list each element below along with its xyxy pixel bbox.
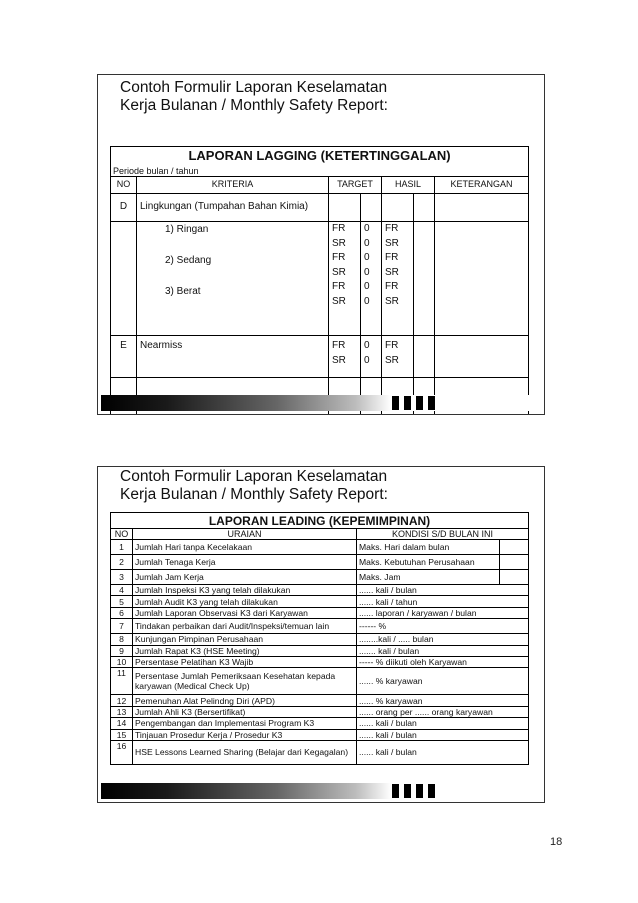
table-row-no: 5 [111,596,133,607]
slide-lagging-report [97,74,545,415]
table-row-uraian: Jumlah Rapat K3 (HSE Meeting) [133,645,357,656]
table-row-uraian: Kunjungan Pimpinan Perusahaan [133,634,357,645]
nearmiss-hasil-codes: FR SR [382,336,414,378]
item-list [137,222,329,336]
slide-leading-report [97,466,545,803]
table-row-no: 11 [111,668,133,695]
table-row-no: 10 [111,656,133,667]
table-row-kondisi: ...... kali / bulan [357,729,529,740]
footer-bars-decoration [392,396,435,410]
table-row-no: 13 [111,706,133,717]
table-row-no: 6 [111,607,133,618]
table-row-no: 12 [111,695,133,706]
table-row-uraian: Jumlah Hari tanpa Kecelakaan [133,540,357,555]
table-row-kondisi: ...... kali / bulan [357,585,529,596]
header-kondisi: KONDISI S/D BULAN INI [357,529,529,540]
table-row-kondisi: ...... kali / bulan [357,718,529,729]
table-row-uraian: Pemenuhan Alat Pelindng Diri (APD) [133,695,357,706]
list-item: 3) Berat [165,286,201,297]
table-row-no: 7 [111,619,133,634]
page-number: 18 [550,836,563,848]
table-row-uraian: HSE Lessons Learned Sharing (Belajar dari Kegagalan) [133,740,357,764]
table-row-kondisi: ...... kali / bulan [357,740,529,764]
nearmiss-target-values: 0 0 [361,336,382,378]
header-kriteria: KRITERIA [137,177,329,194]
table-row-kondisi: ...... laporan / karyawan / bulan [357,607,529,618]
table-row-kondisi: ...... % karyawan [357,695,529,706]
table-row-uraian: Tinjauan Prosedur Kerja / Prosedur K3 [133,729,357,740]
leading-table [110,512,529,765]
table-row-kondisi: ...... % karyawan [357,668,529,695]
table-row-kondisi: ...... orang per ...... orang karyawan [357,706,529,717]
table-row-no: 8 [111,634,133,645]
table-row-uraian: Jumlah Audit K3 yang telah dilakukan [133,596,357,607]
slide-title-line1: Contoh Formulir Laporan Keselamatan [120,468,388,485]
list-item: 1) Ringan [165,224,209,235]
table-row-uraian: Jumlah Laporan Observasi K3 dari Karyawan [133,607,357,618]
table-row-no: 2 [111,555,133,570]
table-row-no: 3 [111,570,133,585]
table-row-no: 14 [111,718,133,729]
table-row-no: 15 [111,729,133,740]
table-row-kondisi: Maks. Jam [357,570,500,585]
hasil-codes: FR SR FR SR FR SR [382,222,414,336]
keterangan-cell [435,222,529,336]
table-row-no: 4 [111,585,133,596]
header-target: TARGET [329,177,382,194]
footer-gradient-band [101,783,541,799]
target-codes: FR SR FR SR FR SR [329,222,361,336]
table-row-kondisi: ------ % [357,619,529,634]
slide-title [120,79,388,115]
slide-title-line2: Kerja Bulanan / Monthly Safety Report: [120,97,388,114]
table-row-kondisi: ...... kali / tahun [357,596,529,607]
table-row-uraian: Jumlah Jam Kerja [133,570,357,585]
period-label: Periode bulan / tahun [111,166,529,177]
table-row-kondisi: ....... kali / bulan [357,645,529,656]
table-row-uraian: Persentase Jumlah Pemeriksaan Kesehatan kepada karyawan (Medical Check Up) [133,668,357,695]
target-values: 0 0 0 0 0 0 [361,222,382,336]
header-keterangan: KETERANGAN [435,177,529,194]
table-row-no: 1 [111,540,133,555]
list-item: 2) Sedang [165,255,212,266]
table-row-uraian: Pengembangan dan Implementasi Program K3 [133,718,357,729]
header-no: NO [111,177,137,194]
lagging-table [110,146,529,415]
section-d-no: D [111,194,137,222]
nearmiss-target-codes: FR SR [329,336,361,378]
table-row-uraian: Jumlah Inspeksi K3 yang telah dilakukan [133,585,357,596]
section-d-label: Lingkungan (Tumpahan Bahan Kimia) [137,194,329,222]
section-e-no: E [111,336,137,378]
table-row-uraian: Jumlah Tenaga Kerja [133,555,357,570]
footer-gradient-band [101,395,541,411]
table-row-uraian: Tindakan perbaikan dari Audit/Inspeksi/temuan lain [133,619,357,634]
header-uraian: URAIAN [133,529,357,540]
table-row-no: 16 [111,740,133,764]
hasil-values [414,222,435,336]
table-row-kondisi: Maks. Hari dalam bulan [357,540,500,555]
table-row-kondisi: ........kali / ..... bulan [357,634,529,645]
table-row-kondisi: ----- % diikuti oleh Karyawan [357,656,529,667]
slide-title [120,468,388,504]
table-row-uraian: Jumlah Ahli K3 (Bersertifikat) [133,706,357,717]
footer-bars-decoration [392,784,435,798]
table-title: LAPORAN LEADING (KEPEMIMPINAN) [111,513,529,529]
header-hasil: HASIL [382,177,435,194]
table-row-uraian: Persentase Pelatihan K3 Wajib [133,656,357,667]
header-no: NO [111,529,133,540]
table-title: LAPORAN LAGGING (KETERTINGGALAN) [111,147,529,166]
slide-title-line1: Contoh Formulir Laporan Keselamatan [120,79,388,96]
slide-title-line2: Kerja Bulanan / Monthly Safety Report: [120,486,388,503]
section-e-label: Nearmiss [137,336,329,378]
table-row-no: 9 [111,645,133,656]
table-row-kondisi: Maks. Kebutuhan Perusahaan [357,555,500,570]
